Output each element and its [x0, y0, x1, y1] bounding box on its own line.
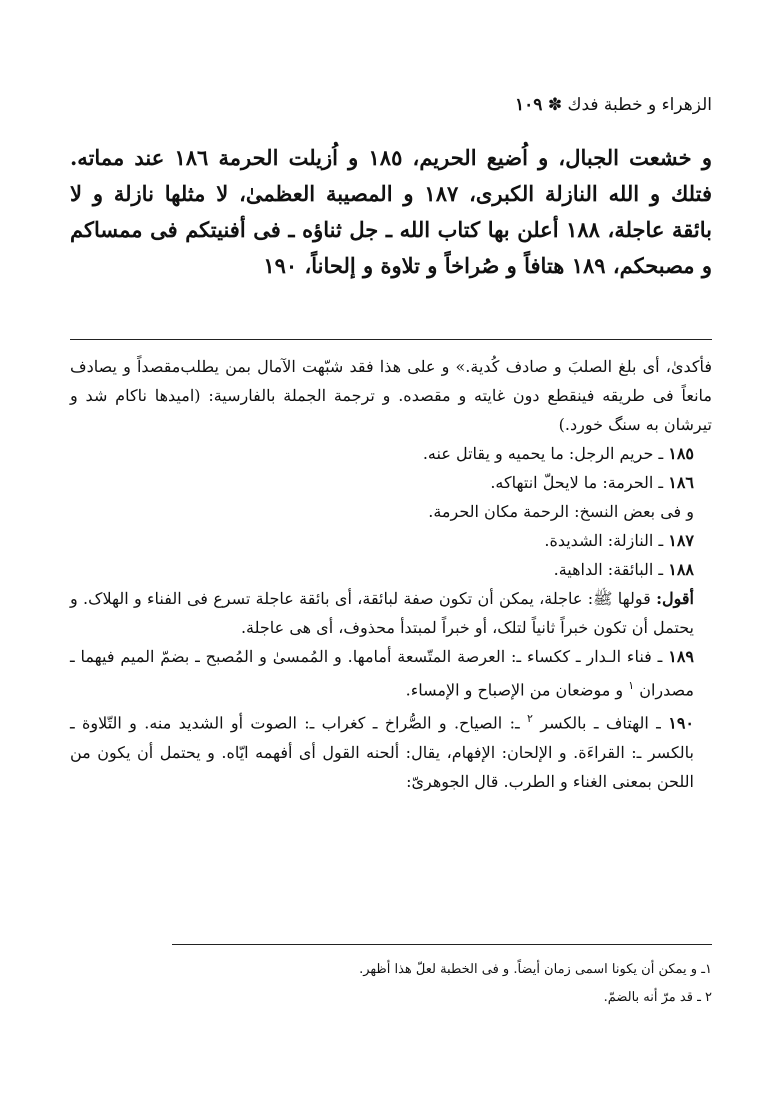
- note-186-extra: و فى بعض النسخ: الرحمة مكان الحرمة.: [428, 502, 694, 521]
- note-189: [70, 642, 712, 704]
- page-header: [70, 92, 712, 118]
- note-text: ـ الهتاف ـ بالكسر: [540, 713, 661, 733]
- note-number: ١٨٥: [668, 444, 694, 463]
- note-188: [70, 555, 712, 584]
- notes-block: [70, 352, 712, 796]
- footnote-1: ١ـ و يمكن أن يكونا اسمى زمان أيضاً. و فى الخطبة لعلّ هذا أظهر.: [359, 962, 712, 977]
- aqul-text: قولها ﷺ: عاجلة، يمكن أن تكون صفة لبائقة، أى بائقة عاجلة تسرع فى الفناء و الهلاک. و يحتمل أن تكون خبراً ثانياً لتلک، أو خبراً لمبتدأ محذوف، أى هى عاجلة.: [70, 589, 694, 637]
- note-text: ـ النازلة: الشديدة.: [544, 531, 664, 550]
- note-number: ١٨٧: [668, 531, 694, 550]
- note-text: ـ حريم الرجل: ما يحميه و يقاتل عنه.: [422, 444, 664, 463]
- footnote-ref: ٢: [527, 712, 533, 726]
- note-190: [70, 704, 712, 795]
- note-text: ـ الحرمة: ما لايحلّ انتهاكه.: [490, 473, 664, 492]
- note-number: ١٨٩: [668, 647, 694, 666]
- note-continuation: فأكدىٰ، أى بلغ الصلبَ و صادف كُدية.» و على هذا فقد شبّهت الآمال بمن يطلب‌مقصداً و يصادف مانعاً فى طريقه فينقطع دون غايته و مقصده. و ترجمة الجملة بالفارسية: (اميدها ناكام شد و تيرشان به سنگ خورد.): [70, 357, 712, 434]
- note-186: [70, 468, 712, 497]
- footnote-ref: ١: [628, 679, 635, 692]
- note-number: ١٩٠: [668, 713, 695, 733]
- note-number: ١٨٦: [668, 473, 694, 492]
- note-185: [70, 439, 712, 468]
- main-text-block: [70, 140, 712, 284]
- note-text: ـ فناء الـدار ـ ككساء ـ: العرصة المتّسعة أمامها. و المُمسىٰ و المُصبح ـ بضمّ الميم فيهما ـ مصدران: [70, 647, 694, 700]
- main-paragraph: و خشعت الجبال، و اُضيع الحريم، ١٨٥ و اُزيلت الحرمة ١٨٦ عند مماته. فتلك و الله النازلة الكبرى، ١٨٧ و المصيبة العظمىٰ، لا مثلها نازلة و لا بائقة عاجلة، ١٨٨ أعلن بها كتاب الله ـ جل ثناؤه ـ فى أفنيتكم فى ممساكم و مصبحكم، ١٨٩ هتافاً و صُراخاً و تلاوة و إلحاناً، ١٩٠: [70, 145, 712, 278]
- note-text: ـ: الصياح. و الصُّراخ ـ كغراب ـ: الصوت أو الشديد منه. و التّلاوة ـ بالكسر ـ: القراءَة. و الإلحان: الإفهام، يقال: ألحنه القول أى أفهمه ايّاه. و يحتمل أن يكون من اللحن بمعنى الغناء و الطرب. قال الجوهرىّ:: [70, 713, 694, 791]
- aqul-label: أقول:: [656, 589, 694, 608]
- running-title: الزهراء و خطبة فدك: [567, 95, 712, 115]
- footnotes-block: [70, 956, 712, 1012]
- note-187: [70, 526, 712, 555]
- footnote-2: ٢ ـ قد مرّ أنه بالضمّ.: [603, 990, 712, 1005]
- footnote-divider: [172, 944, 712, 945]
- notes-divider: [70, 339, 712, 340]
- note-number: ١٨٨: [668, 560, 694, 579]
- note-text: و موضعان من الإصباح و الإمساء.: [405, 680, 624, 700]
- note-text: ـ البائقة: الداهية.: [553, 560, 664, 579]
- page-number: ١٠٩: [515, 95, 543, 115]
- header-separator-icon: ✽: [547, 95, 563, 115]
- note-aqul: [70, 584, 712, 642]
